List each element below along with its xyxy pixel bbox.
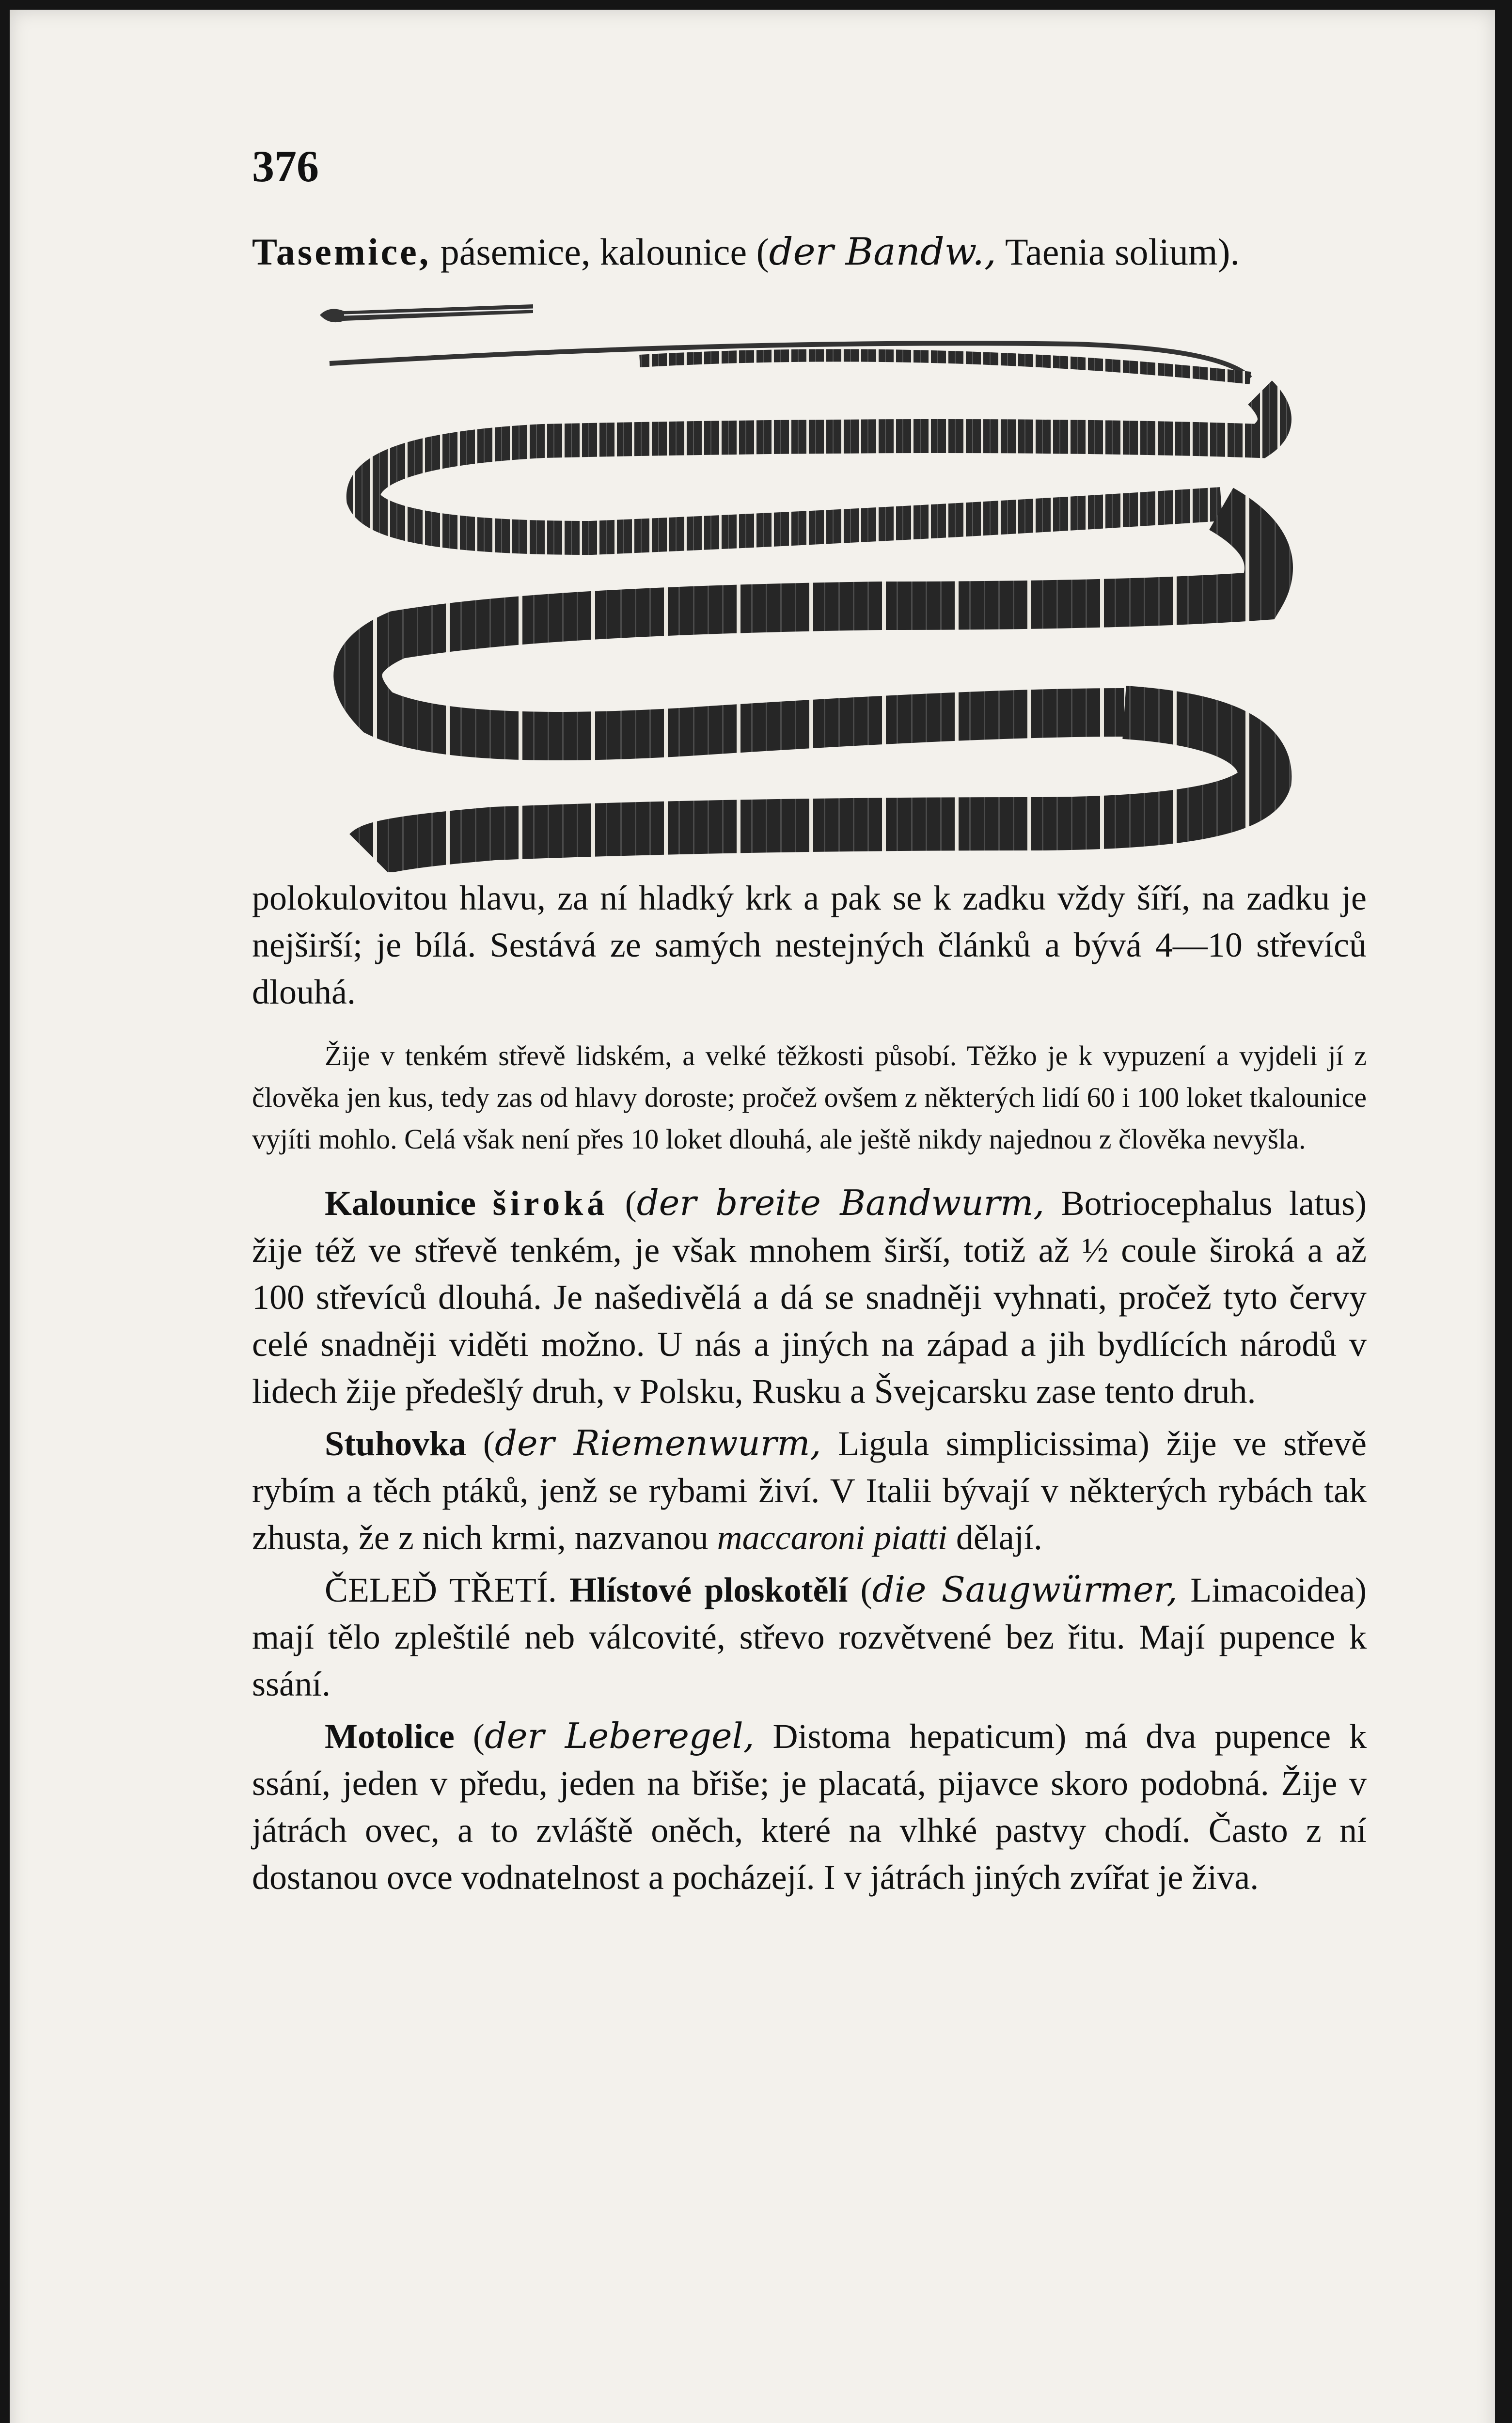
heading-rest: pásemice, kalounice ( (431, 231, 769, 273)
tapeworm-illustration (300, 296, 1308, 872)
section-heading (252, 230, 1367, 274)
german-name: der Riemenwurm, (494, 1423, 821, 1463)
order-heading: ČELEĎ TŘETÍ. (325, 1571, 557, 1609)
paragraph-description: polokulovitou hlavu, za ní hladký krk a pak se k zadku vždy šíří, na zadku je nejširší; je bílá. Sestává ze samých nestejných článků a bývá 4—10 střevíců dlouhá. (252, 879, 1367, 1011)
paragraph-motolice: Motolice (der Leberegel, Distoma hepaticum) má dva pupence k ssání, jeden v předu, jeden na břiše; je placatá, pijavce skoro podobná. Žije v játrách ovec, a to zvláště oněch, které na vlhké pastvy chodí. Často z ní dostanou ovce vodnatelnost a pocházejí. I v játrách jiných zvířat je živa. (252, 1715, 1367, 1897)
heading-latin: Taenia solium). (996, 231, 1240, 273)
tapeworm-neck-segments (640, 355, 1250, 378)
text-block (252, 875, 1367, 1901)
german-name: der breite Bandwurm, (636, 1182, 1045, 1223)
heading-german: der Bandw., (769, 230, 996, 274)
term-siroka: široká (492, 1184, 609, 1223)
page-number: 376 (252, 142, 319, 191)
term-hlistove: Hlístové ploskotělí (569, 1571, 848, 1609)
heading-name: Tasemice, (252, 231, 431, 273)
paragraph-habitat: Žije v tenkém střevě lidském, a velké těžkosti působí. Těžko je k vypuzení a vyjdeli jí z člověka jen kus, tedy zas od hlavy doroste; pročež ovšem z některých lidí 60 i 100 loket tkalounice vyjíti mohlo. Celá však není přes 10 loket dlouhá, ale ještě nikdy najednou z člověka nevyšla. (252, 1040, 1367, 1155)
term-stuhovka: Stuhovka (325, 1424, 467, 1463)
paragraph-stuhovka: Stuhovka (der Riemenwurm, Ligula simplicissima) žije ve střevě rybím a těch ptáků, jenž se rybami živí. V Italii bývají v některých rybách tak zhusta, že z nich krmi, nazvanou maccaroni piatti dělají. (252, 1423, 1367, 1557)
book-page (10, 10, 1495, 2423)
german-name: der Leberegel, (484, 1715, 755, 1756)
paragraph-kalounice: Kalounice široká (der breite Bandwurm, Botriocephalus latus) žije též ve střevě tenkém, je však mnohem širší, totiž až ½ coule široká a až 100 střevíců dlouhá. Je našedivělá a dá se snadněji vyhnati, pročež tyto červy celé snadněji viděti možno. U nás a jiných na západ a jih bydlících národů v lidech žije předešlý druh, v Polsku, Rusku a Švejcarsku zase tento druh. (252, 1182, 1367, 1411)
term-motolice: Motolice (325, 1717, 455, 1756)
dish-name: maccaroni piatti (717, 1518, 947, 1557)
tapeworm-upper-loop (363, 393, 1275, 538)
german-name: die Saugwürmer, (872, 1569, 1178, 1610)
term-kalounice: Kalounice (325, 1184, 476, 1223)
tapeworm-head (320, 304, 533, 322)
paragraph-order-three: ČELEĎ TŘETÍ. Hlístové ploskotělí (die Saugwürmer, Limacoidea) mají tělo zpleštilé neb válcovité, střevo rozvětvené bez řitu. Mají pupence k ssání. (252, 1569, 1367, 1703)
